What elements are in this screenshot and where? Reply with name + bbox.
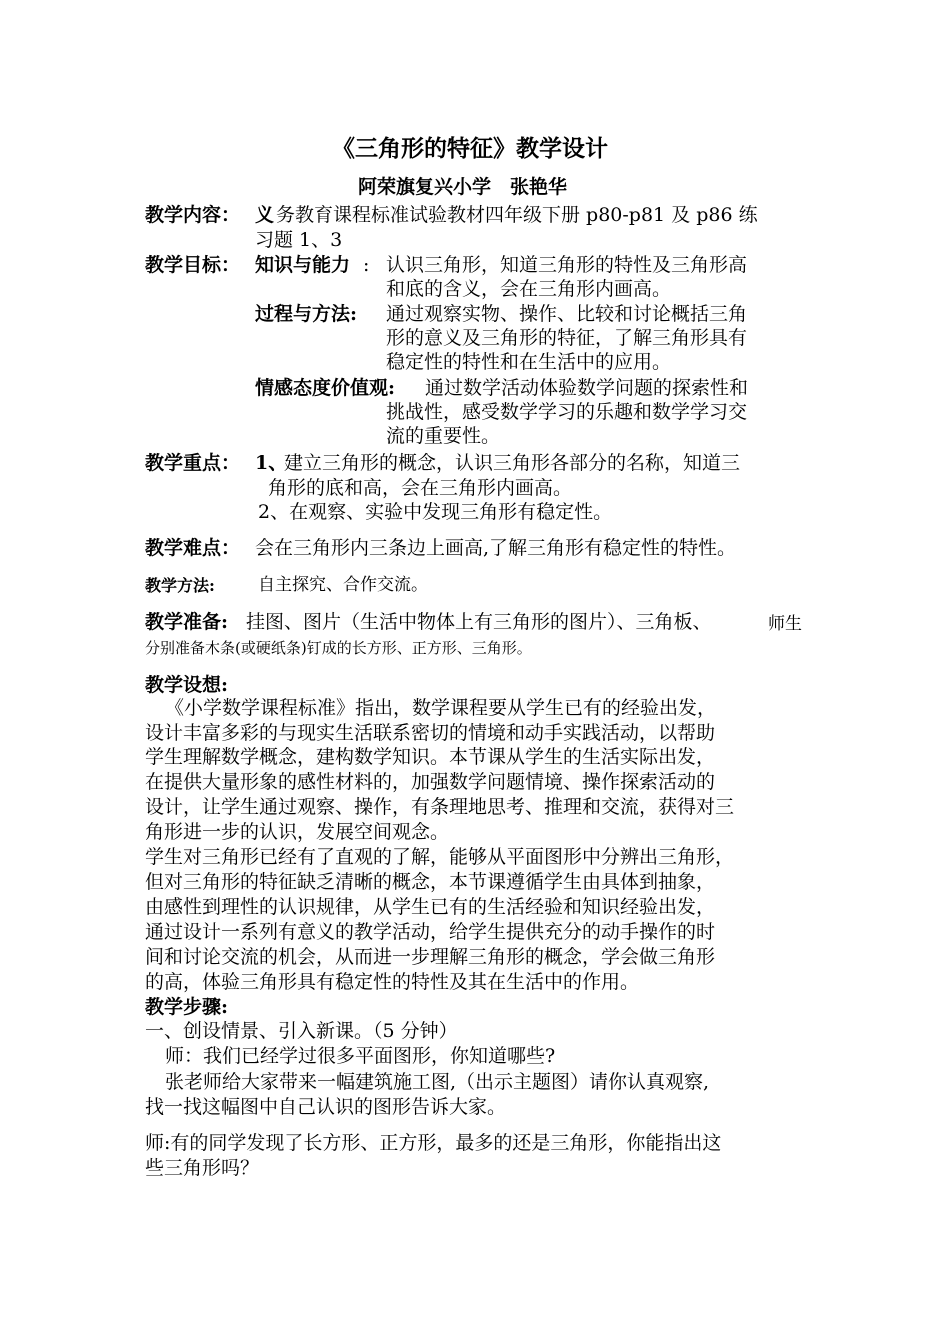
key-point-text: 2、在观察、实验中发现三角形有稳定性。 <box>258 501 613 523</box>
knowledge-text: 和底的含义，会在三角形内画高。 <box>386 278 672 300</box>
idea-text: 由感性到理性的认识规律，从学生已有的生活经验和知识经验出发， <box>145 896 716 918</box>
idea-text: 但对三角形的特征缺乏清晰的概念，本节课遵循学生由具体到抽象， <box>145 871 716 893</box>
step-text: 张老师给大家带来一幅建筑施工图,（出示主题图）请你认真观察, <box>165 1071 710 1093</box>
idea-text: 设计丰富多彩的与现实生活联系密切的情境和动手实践活动，以帮助 <box>145 722 716 744</box>
idea-text: 设计，让学生通过观察、操作，有条理地思考、推理和交流，获得对三 <box>145 796 735 818</box>
step-text: 师:有的同学发现了长方形、正方形，最多的还是三角形，你能指出这 <box>145 1132 722 1154</box>
emotion-text: 通过数学活动体验数学问题的探索性和 <box>425 377 749 399</box>
preparation-label: 教学准备: <box>145 611 229 633</box>
preparation-text: 挂图、图片（生活中物体上有三角形的图片）、三角板、 <box>246 611 712 633</box>
idea-text: 通过设计一系列有意义的教学活动，给学生提供充分的动手操作的时 <box>145 921 716 943</box>
key-points-label: 教学重点： <box>145 452 241 474</box>
process-label: 过程与方法: <box>255 303 358 325</box>
preparation-text: 分别准备木条(或硬纸条)钉成的长方形、正方形、三角形。 <box>145 639 532 657</box>
document-title: 《三角形的特征》教学设计 <box>332 135 608 162</box>
steps-label: 教学步骤: <box>145 996 229 1018</box>
method-text: 自主探究、合作交流。 <box>258 575 428 595</box>
preparation-text-small: 师生 <box>768 614 802 634</box>
idea-text: 角形进一步的认识，发展空间观念。 <box>145 821 450 843</box>
step-text: 师：我们已经学过很多平面图形，你知道哪些? <box>165 1045 556 1067</box>
method-label: 教学方法: <box>145 576 215 595</box>
knowledge-label: 知识与能力 <box>255 254 351 276</box>
idea-text: 《小学数学课程标准》指出，数学课程要从学生已有的经验出发， <box>165 697 717 719</box>
emotion-text: 挑战性，感受数学学习的乐趣和数学学习交 <box>386 401 748 423</box>
content-line: 务教育课程标准试验教材四年级下册 p80-p81 及 p86 练 <box>276 204 758 226</box>
content-line: 习题 1、3 <box>255 229 343 251</box>
author-line: 阿荣旗复兴小学 张艳华 <box>358 176 568 198</box>
step-heading: 一、创设情景、引入新课。（5 分钟） <box>145 1020 458 1042</box>
emotion-text: 流的重要性。 <box>386 425 501 447</box>
idea-text: 间和讨论交流的机会，从而进一步理解三角形的概念，学会做三角形 <box>145 946 716 968</box>
idea-text: 学生理解数学概念，建构数学知识。本节课从学生的生活实际出发， <box>145 746 716 768</box>
key-point-text: 角形的底和高，会在三角形内画高。 <box>268 477 573 499</box>
knowledge-text: 认识三角形，知道三角形的特性及三角形高 <box>386 254 748 276</box>
knowledge-colon: : <box>363 254 370 276</box>
content-label: 教学内容： <box>145 204 241 226</box>
idea-label: 教学设想: <box>145 674 229 696</box>
step-text: 些三角形吗？ <box>145 1157 260 1179</box>
key-point-text: 建立三角形的概念，认识三角形各部分的名称，知道三 <box>284 452 741 474</box>
idea-text: 在提供大量形象的感性材料的，加强数学问题情境、操作探索活动的 <box>145 771 716 793</box>
process-text: 形的意义及三角形的特征，了解三角形具有 <box>386 327 748 349</box>
emotion-label: 情感态度价值观: <box>255 377 396 399</box>
step-text: 找一找这幅图中自己认识的图形告诉大家。 <box>145 1096 507 1118</box>
process-text: 稳定性的特性和在生活中的应用。 <box>386 351 672 373</box>
goals-label: 教学目标： <box>145 254 241 276</box>
idea-text: 的高，体验三角形具有稳定性的特性及其在生活中的作用。 <box>145 971 640 993</box>
idea-text: 学生对三角形已经有了直观的了解，能够从平面图形中分辨出三角形， <box>145 846 735 868</box>
content-lead: 义 <box>255 204 275 226</box>
key-point-number: 1、 <box>255 452 288 474</box>
difficulty-label: 教学难点： <box>145 537 241 559</box>
difficulty-text: 会在三角形内三条边上画高,了解三角形有稳定性的特性。 <box>255 537 737 559</box>
process-text: 通过观察实物、操作、比较和讨论概括三角 <box>386 303 748 325</box>
